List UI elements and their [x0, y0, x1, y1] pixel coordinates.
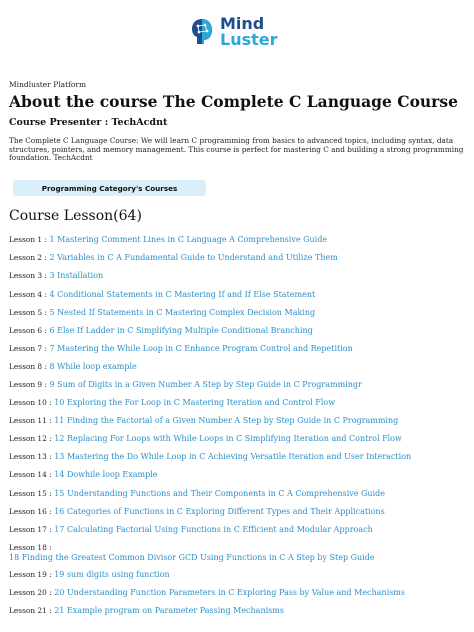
- lesson-number: Lesson 11 :: [9, 416, 52, 425]
- lesson-item: [9, 588, 471, 598]
- lesson-item: [9, 507, 471, 517]
- page-title: About the course The Complete C Language Course: [9, 92, 458, 111]
- lesson-item: [9, 470, 471, 480]
- lesson-item: [9, 253, 471, 263]
- lesson-item: [9, 308, 471, 318]
- lesson-link[interactable]: 14 Dowhile loop Example: [54, 470, 158, 479]
- lesson-number: Lesson 19 :: [9, 570, 52, 579]
- lesson-link[interactable]: 18 Finding the Greatest Common Divisor GCD Using Functions in C A Step by Step Guide: [9, 553, 375, 562]
- lesson-item: [9, 380, 471, 390]
- lesson-item: [9, 434, 471, 444]
- lesson-item: [9, 271, 471, 281]
- lesson-item: [9, 326, 471, 336]
- lesson-item: [9, 525, 471, 535]
- mindluster-logo[interactable]: [190, 12, 290, 52]
- lesson-item: [9, 235, 471, 245]
- lesson-number: Lesson 1 :: [9, 235, 47, 244]
- lesson-number: Lesson 4 :: [9, 290, 47, 299]
- lesson-link[interactable]: 19 sum digits using function: [54, 570, 170, 579]
- lesson-link[interactable]: 20 Understanding Function Parameters in C Exploring Pass by Value and Mechanisms: [54, 588, 405, 597]
- lesson-link[interactable]: 15 Understanding Functions and Their Components in C A Comprehensive Guide: [54, 489, 385, 498]
- lesson-item: [9, 570, 471, 580]
- platform-label: Mindluster Platform: [9, 80, 87, 89]
- lesson-number: Lesson 18 :: [9, 543, 52, 552]
- logo-wordmark: [220, 16, 278, 48]
- lesson-number: Lesson 8 :: [9, 362, 47, 371]
- lesson-number: Lesson 5 :: [9, 308, 47, 317]
- lesson-link[interactable]: 3 Installation: [49, 271, 104, 280]
- lesson-number: Lesson 16 :: [9, 507, 52, 516]
- lesson-number: Lesson 13 :: [9, 452, 52, 461]
- lesson-link[interactable]: 13 Mastering the Do While Loop in C Achieving Versatile Iteration and User Interaction: [54, 452, 412, 461]
- lesson-item: [9, 362, 471, 372]
- lesson-link[interactable]: 8 While loop example: [49, 362, 137, 371]
- lesson-link[interactable]: 9 Sum of Digits in a Given Number A Step by Step Guide in C Programmingr: [49, 380, 362, 389]
- lesson-link[interactable]: 16 Categories of Functions in C Exploring Different Types and Their Applications: [54, 507, 385, 516]
- lesson-number: Lesson 9 :: [9, 380, 47, 389]
- lesson-link[interactable]: 6 Else If Ladder in C Simplifying Multiple Conditional Branching: [49, 326, 313, 335]
- lessons-heading: Course Lesson(64): [9, 208, 142, 224]
- lesson-item: [9, 344, 471, 354]
- lesson-link[interactable]: 1 Mastering Comment Lines in C Language A Comprehensive Guide: [49, 235, 328, 244]
- lesson-item: [9, 606, 471, 616]
- lesson-link[interactable]: 5 Nested If Statements in C Mastering Complex Decision Making: [49, 308, 316, 317]
- lesson-number: Lesson 15 :: [9, 489, 52, 498]
- lesson-number: Lesson 20 :: [9, 588, 52, 597]
- lesson-item: [9, 452, 471, 462]
- lesson-number: Lesson 2 :: [9, 253, 47, 262]
- logo-word-luster: Luster: [220, 30, 278, 49]
- lesson-link[interactable]: 2 Variables in C A Fundamental Guide to Understand and Utilize Them: [49, 253, 338, 262]
- category-courses-button[interactable]: Programming Category's Courses: [13, 180, 206, 196]
- lesson-number: Lesson 14 :: [9, 470, 52, 479]
- course-presenter: Course Presenter : TechAcdnt: [9, 117, 168, 128]
- lesson-item: [9, 416, 471, 426]
- lesson-number: Lesson 17 :: [9, 525, 52, 534]
- brain-icon: [190, 17, 214, 47]
- lesson-item: [9, 290, 471, 300]
- lesson-item: [9, 543, 471, 563]
- lesson-number: Lesson 3 :: [9, 271, 47, 280]
- lesson-link[interactable]: 21 Example program on Parameter Passing Mechanisms: [54, 606, 284, 615]
- lesson-number: Lesson 10 :: [9, 398, 52, 407]
- lesson-number: Lesson 21 :: [9, 606, 52, 615]
- lesson-link[interactable]: 12 Replacing For Loops with While Loops in C Simplifying Iteration and Control Flow: [54, 434, 402, 443]
- lesson-link[interactable]: 10 Exploring the For Loop in C Mastering Iteration and Control Flow: [54, 398, 336, 407]
- lesson-link[interactable]: 7 Mastering the While Loop in C Enhance Program Control and Repetition: [49, 344, 353, 353]
- lesson-item: [9, 398, 471, 408]
- lesson-link[interactable]: 11 Finding the Factorial of a Given Number A Step by Step Guide in C Programming: [54, 416, 399, 425]
- lesson-item: [9, 489, 471, 499]
- lesson-number: Lesson 7 :: [9, 344, 47, 353]
- course-description: The Complete C Language Course: We will learn C programming from basics to advanced topics, including syntax, data structures, pointers, and memory management. This course is perfect for mastering C and building a strong programming foundation. TechAcdnt: [9, 136, 464, 163]
- lesson-number: Lesson 6 :: [9, 326, 47, 335]
- lesson-link[interactable]: 17 Calculating Factorial Using Functions in C Efficient and Modular Approach: [54, 525, 373, 534]
- lesson-number: Lesson 12 :: [9, 434, 52, 443]
- lesson-link[interactable]: 4 Conditional Statements in C Mastering If and If Else Statement: [49, 290, 316, 299]
- logo-word-mind: Mind: [220, 14, 265, 33]
